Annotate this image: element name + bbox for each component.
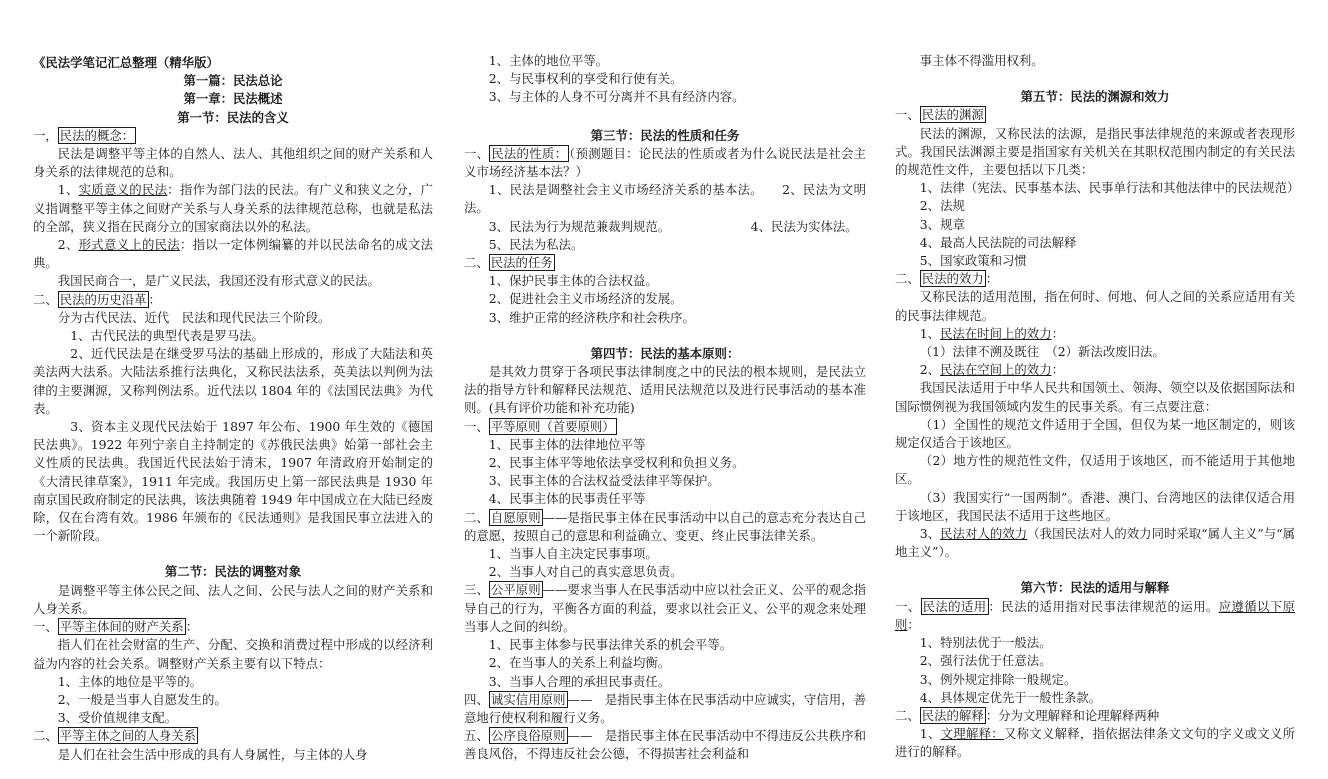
section-heading: 第二节：民法的调整对象 — [164, 564, 302, 580]
list-item: 2、民事主体平等地依法享受权利和负担义务。 — [488, 455, 745, 471]
boxed-term: 民法的适用 — [922, 598, 987, 614]
boxed-term: 民法的性质： — [491, 145, 568, 161]
boxed-term: 平等主体间的财产关系 — [59, 619, 184, 635]
item-heading: 一、 民法的适用 ：民法的适用指对民事法律规范的运用。应遵循以下原则： — [895, 598, 1296, 632]
list-item: 1、特别法优于一般法。 — [919, 635, 1052, 651]
underlined-term: 民法在空间上的效力 — [940, 362, 1052, 378]
list-item: 1、法律（宪法、民事基本法、民事单行法和其他法律中的民法规范） — [919, 180, 1300, 196]
list-item: 2、一般是当事人自愿发生的。 — [57, 691, 227, 707]
list-item: 1、主体的地位平等。 — [488, 53, 609, 68]
list-item: 2、强行法优于任意法。 — [919, 653, 1052, 669]
boxed-term: 平等主体之间的人身关系 — [59, 728, 197, 744]
column-1 — [33, 54, 433, 764]
list-item: 2、民法在空间上的效力： — [919, 362, 1064, 378]
list-item: 2、当事人对自己的真实意思负责。 — [488, 564, 683, 580]
paragraph: 是调整平等主体公民之间、法人之间、公民与法人之间的财产关系和人身关系。 — [33, 582, 433, 616]
paragraph: （1）全国性的规范文件适用于全国，但仅为某一地区制定的，则该规定仅适合于该地区。 — [895, 416, 1295, 451]
boxed-term: 民法的效力 — [921, 271, 984, 287]
boxed-term: 诚实信用原则 — [490, 691, 566, 707]
section-heading: 第一节：民法的含义 — [177, 109, 289, 125]
list-item: 4、具体规定优先于一般性条款。 — [919, 689, 1102, 705]
section-heading: 第六节：民法的适用与解释 — [1020, 580, 1170, 596]
paragraph: 是其效力贯穿于各项民事法律制度之中的民法的根本规则，是民法立法的指导方针和解释民法规范、适用民法规范以及进行民事活动的基本准则。(具有评价功能和补充功能) — [464, 364, 866, 416]
paragraph: 2、近代民法是在继受罗马法的基础上形成的，形成了大陆法和英美法两大法系。大陆法系推行法典化，又称民法法系，英美法以判例为法律的主要渊源，又称判例法系。近代法以 1804 年的《法国民法典》为代表。 — [33, 346, 433, 416]
paragraph: 是人们在社会生活中形成的具有人身属性，与主体的人身 — [57, 746, 368, 762]
list-item: 3、维护正常的经济秩序和社会秩序。 — [488, 309, 695, 325]
boxed-term: 民法的历史沿革 — [59, 291, 147, 307]
list-item: 2、法规 — [919, 198, 965, 214]
list-item: 3、规章 — [919, 216, 965, 232]
item-heading: 二、 民法的任务 — [464, 255, 553, 271]
list-item: 3、民法为行为规范兼裁判规范。 4、民法为实体法。 — [488, 218, 858, 234]
boxed-term: 公序良俗原则 — [490, 728, 566, 744]
item-heading: 二、 自愿原则 ——是指民事主体在民事活动中以自己的意志充分表达自己的意愿，按照自己的意思和利益确立、变更、终止民事法律关系。 — [464, 509, 867, 543]
underlined-term: 应遵循以下原则 — [895, 598, 1296, 632]
underlined-term: 民法在时间上的效力 — [940, 325, 1052, 341]
list-item: 2、与民事权利的享受和行使有关。 — [488, 71, 683, 87]
item-heading: 二、 平等主体之间的人身关系 — [33, 728, 197, 744]
list-item: 1、保护民事主体的合法权益。 — [488, 273, 658, 289]
item-heading: 一、 民法的渊源 — [895, 107, 984, 123]
item-heading: 三、 公平原则 ——要求当事人在民事活动中应以社会正义、公平的观念指导自己的行为，平衡各方面的利益，要求以社会正义、公平的观念来处理当事人之间的纠纷。 — [464, 582, 867, 634]
paragraph: （3）我国实行“一国两制”。香港、澳门、台湾地区的法律仅适合用于该地区，我国民法不适用于这些地区。 — [895, 489, 1295, 523]
item-heading: 一、 平等主体间的财产关系 ： — [33, 619, 199, 635]
list-item: 3、与主体的人身不可分离并不具有经济内容。 — [488, 89, 745, 105]
item-heading: 二、 民法的解释 ：分为文理解释和论理解释两种 — [895, 707, 1160, 723]
list-item: 1、民事主体的法律地位平等 — [488, 436, 646, 452]
boxed-term: 公平原则 — [490, 582, 541, 598]
paragraph: 1、古代民法的典型代表是罗马法。 — [70, 328, 264, 344]
list-item: 5、国家政策和习惯 — [919, 253, 1027, 269]
paragraph: 民法的渊源，又称民法的法源，是指民事法律规范的来源或者表现形式。我国民法渊源主要是指国家有关机关在其职权范围内制定的有关民法的规范性文件，主要包括以下几类： — [895, 125, 1295, 178]
item-heading: 四、 诚实信用原则 —— 是指民事主体在民事活动中应诚实，守信用，善意地行使权利和履行义务。 — [464, 691, 867, 725]
item-heading: 二、 民法的效力 ： — [895, 271, 999, 287]
list-item: 4、最高人民法院的司法解释 — [919, 234, 1077, 250]
chapter-heading: 第一章：民法概述 — [183, 91, 283, 107]
underlined-term: 实质意义的民法 — [78, 182, 168, 198]
item-heading: 一、 民法的性质： （预测题目：论民法的性质或者为什么说民法是社会主义市场经济基本法？） — [464, 145, 867, 180]
paragraph: 2、形式意义上的民法：指以一定体例编纂的并以民法命名的成文法典。 — [33, 237, 433, 271]
list-item: 2、在当事人的关系上利益均衡。 — [488, 655, 671, 671]
item-heading: 五、 公序良俗原则 —— 是指民事主体在民事活动中不得违反公共秩序和善良风俗，不得违反社会公德，不得损害社会利益和 — [464, 728, 867, 762]
underlined-term: 形式意义上的民法 — [78, 237, 180, 253]
list-item: 3、民法对人的效力（我国民法对人的效力同时采取“属人主义”与“属地主义”）。 — [895, 526, 1295, 560]
underlined-term: 民法对人的效力 — [940, 526, 1028, 542]
list-item: 1、民法在时间上的效力： — [919, 325, 1064, 341]
section-heading: 第五节：民法的渊源和效力 — [1020, 89, 1170, 105]
boxed-term: 自愿原则 — [490, 509, 541, 525]
paragraph: 3、资本主义现代民法始于 1897 年公布、1900 年生效的《德国民法典》。1922 年列宁亲自主持制定的《苏俄民法典》始第一部社会主义性质的民法典。我国近代民法始于清末，1907 年清政府开始制定的《大清民律草案》，1911 年完成。我国历史上第一部民法典是 1930 年南京国民政府制定的民法典，该法典随着 1949 年中国成立在大陆已经废除，仅在台湾有效。1986 年颁布的《民法通则》是我国民事立法进入的一个新阶段。 — [33, 419, 433, 544]
list-item: 4、民事主体的民事责任平等 — [488, 491, 646, 507]
list-item: 1、当事人自主决定民事事项。 — [488, 546, 658, 562]
boxed-term: 民法的任务 — [490, 255, 553, 271]
list-item: 1、民事主体参与民事法律关系的机会平等。 — [488, 637, 733, 653]
item-heading: 一， 民法的概念： — [33, 127, 135, 143]
item-heading: 一、 平等原则（首要原则） — [464, 418, 615, 434]
list-item: 3、受价值规律支配。 — [57, 710, 178, 726]
boxed-term: 民法的渊源 — [921, 107, 984, 123]
paragraph: 我国民商合一，是广义民法，我国还没有形式意义的民法。 — [57, 273, 380, 289]
list-item: 5、民法为私法。 — [488, 236, 584, 252]
paragraph: 分为古代民法、近代 民法和现代民法三个阶段。 — [57, 309, 331, 325]
list-item: 1、民法是调整社会主义市场经济关系的基本法。 2、民法为文明法。 — [464, 182, 866, 216]
list-item: 3、当事人合理的承担民事责任。 — [488, 673, 671, 689]
item-heading: 二、 民法的历史沿革 ： — [33, 291, 161, 307]
list-item: 1、文理解释：又称文义解释，指依据法律条文文句的字义或文义所进行的解释。 — [895, 726, 1296, 760]
section-heading: 第四节：民法的基本原则： — [590, 345, 740, 361]
paragraph: 事主体不得滥用权利。 — [919, 53, 1044, 68]
paragraph: 1、实质意义的民法：指作为部门法的民法。有广义和狭义之分，广义指调整平等主体之间财产关系与人身关系的法律规范总称，也就是私法的全部，狭义指在民商分立的国家商法以外的私法。 — [33, 182, 434, 234]
boxed-term: 民法的解释 — [921, 707, 984, 723]
boxed-term: 民法的概念： — [59, 127, 135, 143]
list-item: （1）法律不溯及既往 （2）新法改废旧法。 — [919, 344, 1165, 360]
boxed-term: 平等原则（首要原则） — [490, 418, 615, 434]
list-item: 2、促进社会主义市场经济的发展。 — [488, 291, 683, 307]
list-item: 3、例外规定排除一般规定。 — [919, 671, 1077, 687]
section-heading: 第三节：民法的性质和任务 — [590, 127, 740, 143]
column-2 — [464, 52, 866, 764]
paragraph: 民法是调整平等主体的自然人、法人、其他组织之间的财产关系和人身关系的法律规范的总和。 — [33, 146, 433, 180]
underlined-term: 文理解释： — [940, 726, 1004, 742]
list-item: 3、民事主体的合法权益受法律平等保护。 — [488, 473, 720, 489]
column-3 — [895, 52, 1300, 762]
list-item: 1、主体的地位是平等的。 — [57, 673, 202, 689]
document-title: 《民法学笔记汇总整理（精华版） — [33, 55, 219, 70]
paragraph: 指人们在社会财富的生产、分配、交换和消费过程中形成的以经济利益为内容的社会关系。调整财产关系主要有以下特点： — [33, 637, 433, 671]
part-heading: 第一篇：民法总论 — [183, 73, 283, 89]
paragraph: （2）地方性的规范性文件，仅适用于该地区，而不能适用于其他地区。 — [895, 453, 1295, 487]
paragraph: 我国民法适用于中华人民共和国领土、领海、领空以及依据国际法和国际惯例视为我国领域内发生的民事关系。有三点要注意： — [895, 380, 1295, 414]
paragraph: 又称民法的适用范围，指在何时、何地、何人之间的关系应适用有关的民事法律规范。 — [895, 289, 1295, 323]
